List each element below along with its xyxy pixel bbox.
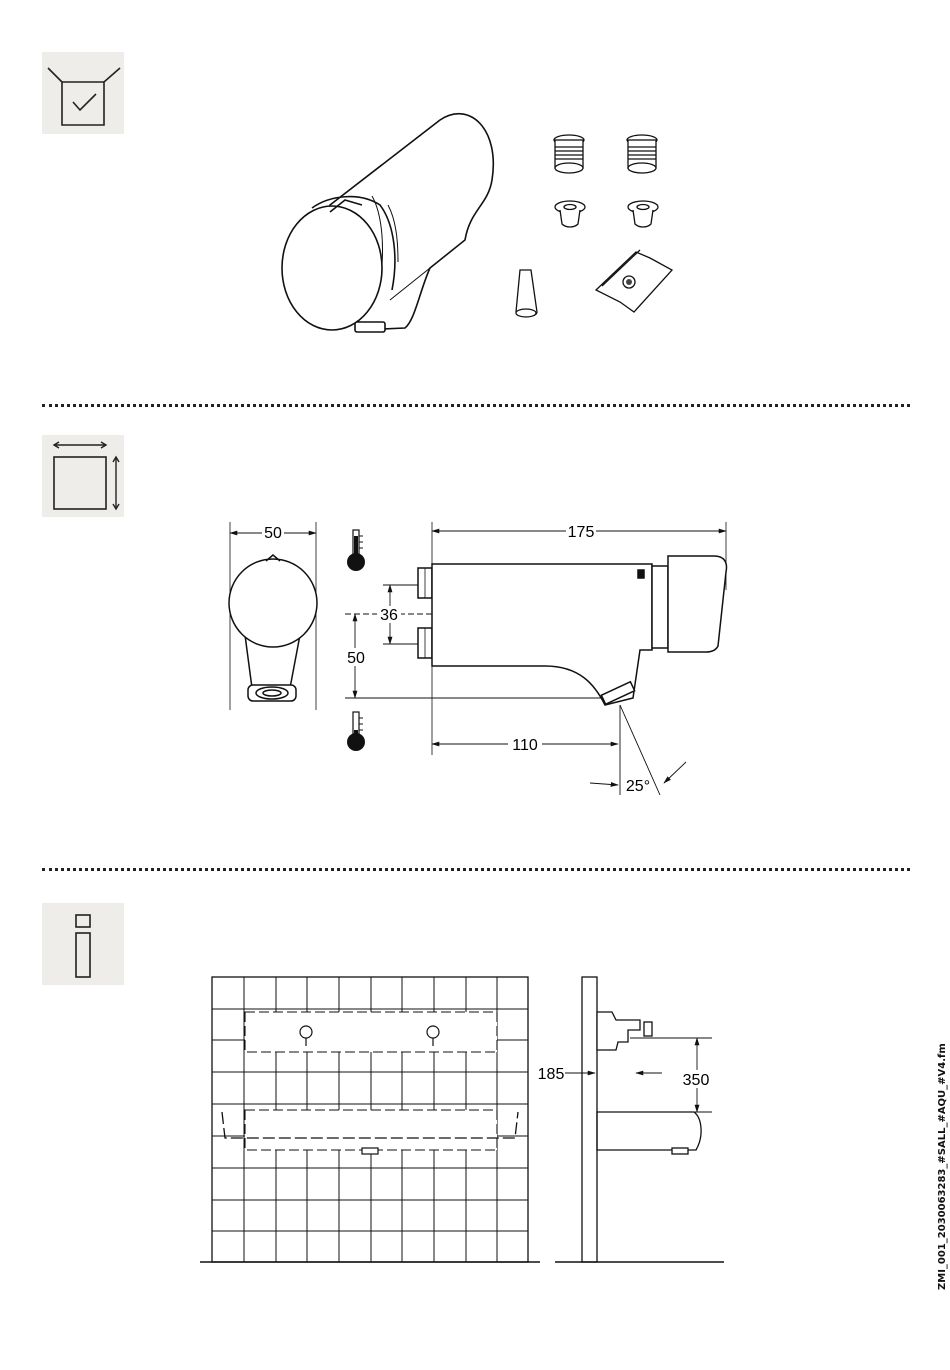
- front-view: [229, 522, 317, 710]
- angle-dimension-label: 25°: [625, 778, 651, 795]
- section-divider: [42, 868, 910, 871]
- wall-section-view: [555, 977, 724, 1262]
- aerator-inserts: [554, 135, 657, 173]
- cold-water-thermometer-icon: [347, 712, 365, 751]
- hidden-basin-outline: [222, 1012, 518, 1150]
- scope-of-delivery-drawing: [0, 0, 950, 380]
- inlet-height-label: 50: [347, 650, 365, 667]
- spout-height-label: 350: [682, 1072, 710, 1089]
- dimension-drawing: [0, 500, 950, 820]
- installation-drawing: [0, 960, 950, 1280]
- file-code: ZMI_001_2030063283_#SALL_#AQU_#V4.fm: [937, 1043, 948, 1290]
- key-tool: [516, 270, 537, 317]
- washers: [555, 201, 658, 227]
- faucet-illustration: [282, 114, 493, 332]
- inlet-spacing-label: 36: [380, 607, 398, 624]
- width-dimension-label: 50: [264, 525, 282, 542]
- length-dimension-label: 175: [567, 524, 595, 541]
- hot-water-thermometer-icon: [347, 530, 365, 571]
- grease-sachet: [596, 250, 672, 312]
- projection-dimension-label: 110: [512, 737, 538, 754]
- section-divider: [42, 404, 910, 407]
- side-view: [418, 522, 727, 795]
- height-above-basin-label: 185: [537, 1066, 565, 1083]
